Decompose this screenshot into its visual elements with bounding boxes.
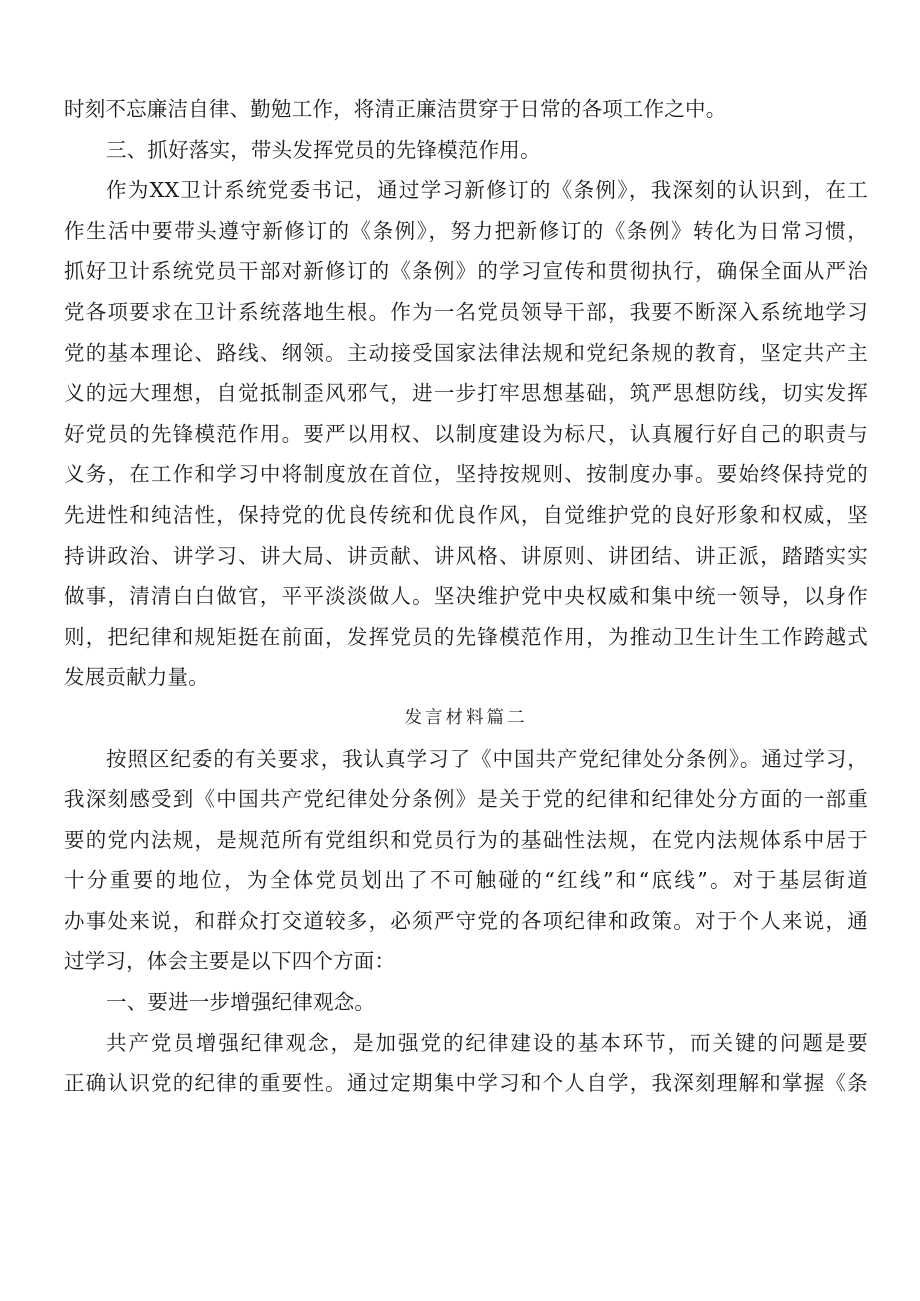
body-line: 义的远大理想，自觉抵制歪风邪气，进一步打牢思想基础，筑严思想防线，切实发挥 [64,381,868,406]
body-line: 要的党内法规，是规范所有党组织和党员行为的基础性法规，在党内法规体系中居于 [64,827,868,852]
body-line: 按照区纪委的有关要求，我认真学习了《中国共产党纪律处分条例》。通过学习， [106,746,868,771]
document-body [64,89,868,1104]
body-line: 办事处来说，和群众打交道较多，必须严守党的各项纪律和政策。对于个人来说，通 [64,908,868,933]
body-line: 共产党员增强纪律观念，是加强党的纪律建设的基本环节，而关键的问题是要 [106,1030,868,1055]
body-line: 则，把纪律和规矩挺在前面，发挥党员的先锋模范作用，为推动卫生计生工作跨越式 [64,624,868,649]
body-line: 党各项要求在卫计系统落地生根。作为一名党员领导干部，我要不断深入系统地学习 [64,299,868,324]
body-line: 义务，在工作和学习中将制度放在首位，坚持按规则、按制度办事。要始终保持党的 [64,462,868,487]
body-line: 我深刻感受到《中国共产党纪律处分条例》是关于党的纪律和纪律处分方面的一部重 [64,787,868,812]
body-line: 作为XX卫计系统党委书记，通过学习新修订的《条例》，我深刻的认识到，在工 [106,178,868,203]
body-line: 作生活中要带头遵守新修订的《条例》，努力把新修订的《条例》转化为日常习惯， [64,218,868,243]
body-line: 过学习，体会主要是以下四个方面： [64,949,396,974]
body-line: 先进性和纯洁性，保持党的优良传统和优良作风，自觉维护党的良好形象和权威，坚 [64,502,868,527]
section-heading-three: 三、抓好落实，带头发挥党员的先锋模范作用。 [106,137,541,162]
body-line: 持讲政治、讲学习、讲大局、讲贡献、讲风格、讲原则、讲团结、讲正派，踏踏实实 [64,543,868,568]
body-line: 好党员的先锋模范作用。要严以用权、以制度建设为标尺，认真履行好自己的职责与 [64,421,868,446]
section-title: 发言材料篇二 [404,707,528,728]
body-line: 十分重要的地位，为全体党员划出了不可触碰的“红线”和“底线”。对于基层街道 [64,868,868,893]
body-line: 时刻不忘廉洁自律、勤勉工作，将清正廉洁贯穿于日常的各项工作之中。 [64,97,727,121]
body-line: 发展贡献力量。 [64,665,209,690]
body-line: 党的基本理论、路线、纲领。主动接受国家法律法规和党纪条规的教育，坚定共产主 [64,340,868,365]
body-line: 做事，清清白白做官，平平淡淡做人。坚决维护党中央权威和集中统一领导，以身作 [64,584,868,609]
body-line: 抓好卫计系统党员干部对新修订的《条例》的学习宣传和贯彻执行，确保全面从严治 [64,259,868,284]
body-line: 正确认识党的纪律的重要性。通过定期集中学习和个人自学，我深刻理解和掌握《条 [64,1071,868,1096]
section-heading-one: 一、要进一步增强纪律观念。 [106,990,376,1015]
